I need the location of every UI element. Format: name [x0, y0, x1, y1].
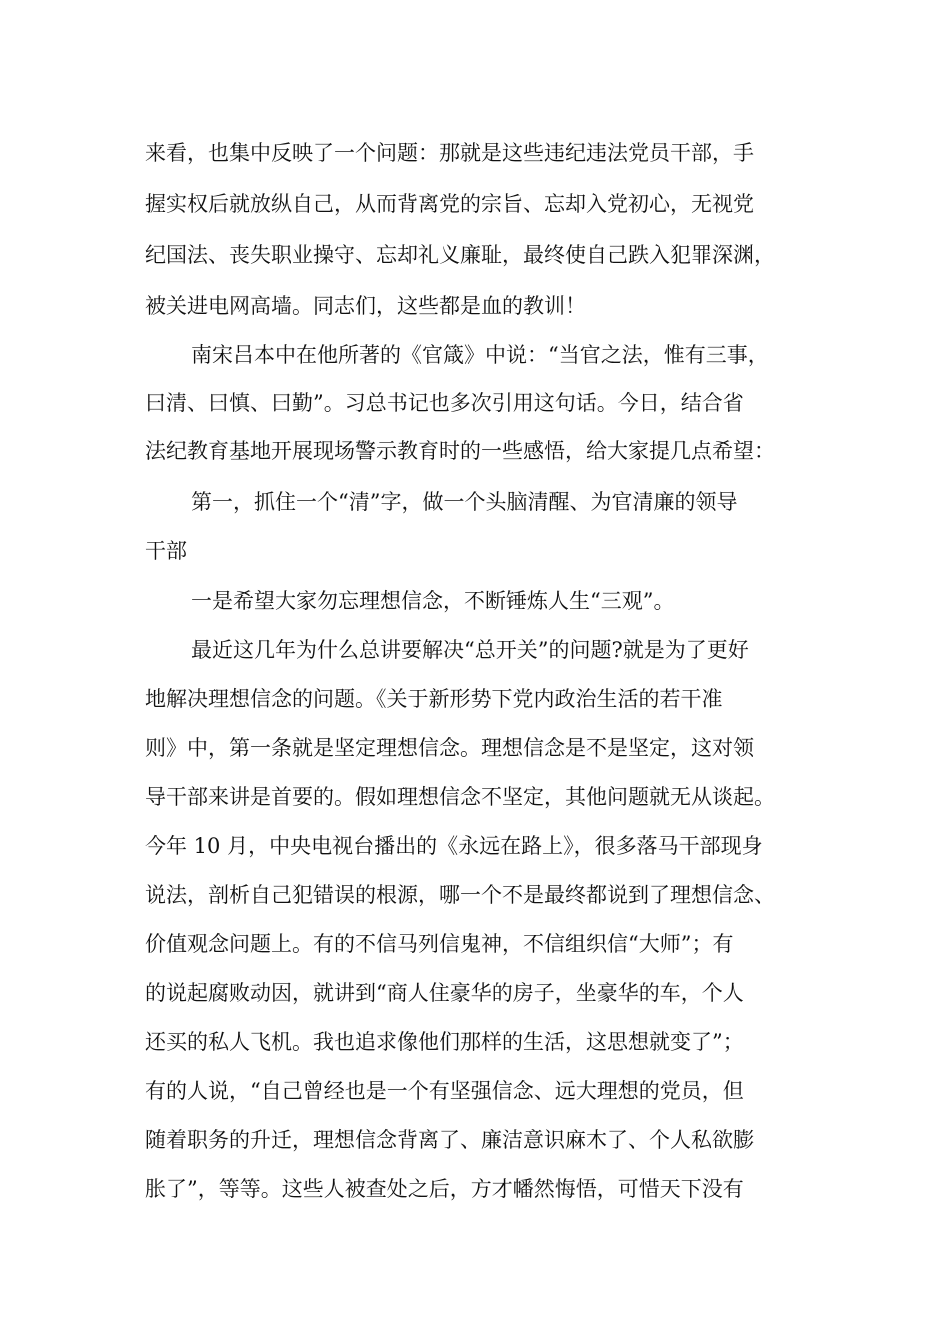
- text-line: 来看，也集中反映了一个问题：那就是这些违纪违法党员干部，手: [145, 141, 754, 165]
- text-line: 纪国法、丧失职业操守、忘却礼义廉耻，最终使自己跌入犯罪深渊，: [145, 243, 775, 267]
- text-line: 曰清、曰慎、曰勤”。习总书记也多次引用这句话。今日，结合省: [145, 391, 744, 415]
- text-line: 导干部来讲是首要的。假如理想信念不坚定，其他问题就无从谈起。: [145, 785, 775, 809]
- text-line: 的说起腐败动因，就讲到“商人住豪华的房子，坐豪华的车，个人: [145, 981, 744, 1005]
- text-line: 说法，剖析自己犯错误的根源，哪一个不是最终都说到了理想信念、: [145, 883, 775, 907]
- text-line: 还买的私人飞机。我也追求像他们那样的生活，这思想就变了”；: [145, 1030, 744, 1054]
- text-line: 随着职务的升迁，理想信念背离了、廉洁意识麻木了、个人私欲膨: [145, 1128, 754, 1152]
- text-line: 有的人说，“自己曾经也是一个有坚强信念、远大理想的党员，但: [145, 1079, 744, 1103]
- text-line: 法纪教育基地开展现场警示教育时的一些感悟，给大家提几点希望：: [145, 439, 775, 463]
- text-line: 握实权后就放纵自己，从而背离党的宗旨、忘却入党初心，无视党: [145, 192, 754, 216]
- text-line: 胀了”，等等。这些人被查处之后，方才幡然悔悟，可惜天下没有: [145, 1177, 744, 1201]
- section-heading-line: 干部: [145, 539, 187, 563]
- text-line: 则》中，第一条就是坚定理想信念。理想信念是不是坚定，这对领: [145, 736, 754, 760]
- text-line: 今年 10 月，中央电视台播出的《永远在路上》，很多落马干部现身: [145, 834, 763, 858]
- text-line: 价值观念问题上。有的不信马列信鬼神，不信组织信“大师”；有: [145, 932, 734, 956]
- paragraph-first-line: 最近这几年为什么总讲要解决“总开关”的问题?就是为了更好: [191, 638, 749, 662]
- subheading-line: 一是希望大家勿忘理想信念，不断锤炼人生“三观”。: [191, 589, 675, 613]
- section-heading-line: 第一，抓住一个“清”字，做一个头脑清醒、为官清廉的领导: [191, 490, 738, 514]
- text-line: 地解决理想信念的问题。《关于新形势下党内政治生活的若干准: [145, 687, 723, 711]
- paragraph-first-line: 南宋吕本中在他所著的《官箴》中说：“当官之法，惟有三事，: [191, 343, 769, 367]
- text-line: 被关进电网高墙。同志们，这些都是血的教训！: [145, 294, 586, 318]
